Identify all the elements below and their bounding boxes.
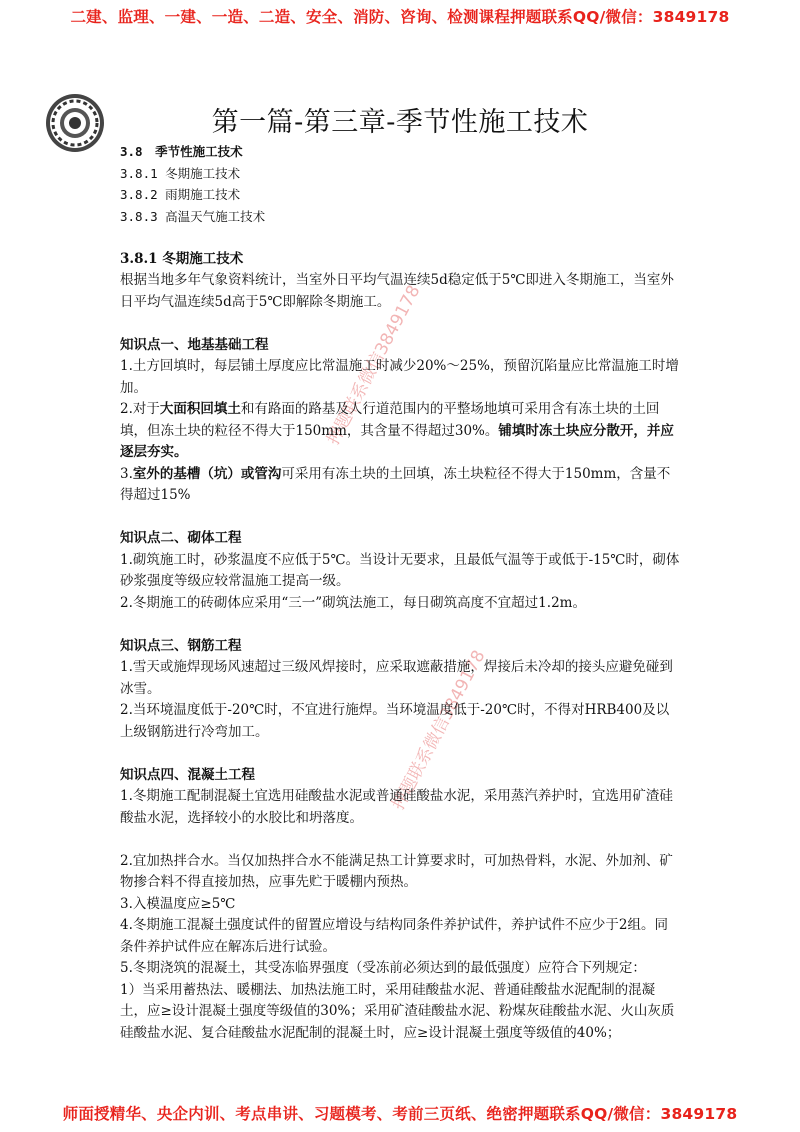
paragraph: 1.土方回填时，每层铺土厚度应比常温施工时减少20%～25%，预留沉陷量应比常温施工时增加。	[120, 358, 679, 396]
paragraph: 1.雪天或施焊现场风速超过三级风焊接时，应采取遮蔽措施，焊接后未冷却的接头应避免碰到冰雪。	[120, 659, 673, 697]
toc-heading: 3.8 季节性施工技术	[120, 144, 243, 159]
knowledge-heading: 知识点一、地基基础工程	[120, 336, 269, 353]
document-body	[120, 141, 680, 1044]
toc-item: 3.8.1 冬期施工技术	[120, 165, 241, 181]
toc-item: 3.8.3 高温天气施工技术	[120, 208, 266, 224]
section-intro: 根据当地多年气象资料统计，当室外日平均气温连续5d稳定低于5℃即进入冬期施工，当室外日平均气温连续5d高于5℃即解除冬期施工。	[120, 272, 674, 310]
paragraph: 1.砌筑施工时，砂浆温度不应低于5℃。当设计无要求，且最低气温等于或低于-15℃时，砌体砂浆强度等级应较常温施工提高一级。	[120, 551, 680, 589]
watermark: 押题联系微信3849178	[323, 282, 425, 449]
bottom-promo-banner: 师面授精华、央企内训、考点串讲、习题模考、考前三页纸、绝密押题联系QQ/微信：3849178	[62, 1105, 738, 1123]
paragraph: 1.冬期施工配制混凝土宜选用硅酸盐水泥或普通硅酸盐水泥，采用蒸汽养护时，宜选用矿渣硅酸盐水泥，选择较小的水胶比和坍落度。	[120, 788, 673, 826]
watermark: 押题联系微信3849178	[388, 647, 490, 814]
paragraph: 3.入模温度应≥5℃	[120, 895, 236, 912]
paragraph: 2.冬期施工的砖砌体应采用“三一”砌筑法施工，每日砌筑高度不宜超过1.2m。	[120, 594, 586, 611]
toc-item: 3.8.2 雨期施工技术	[120, 187, 241, 202]
paragraph: 5.冬期浇筑的混凝土，其受冻临界强度（受冻前必须达到的最低强度）应符合下列规定：	[120, 960, 646, 976]
paragraph: 2.当环境温度低于-20℃时，不宜进行施焊。当环境温度低于-20℃时，不得对HRB400及以上级钢筋进行冷弯加工。	[120, 702, 670, 740]
paragraph: 2.对于大面积回填土和有路面的路基及人行道范围内的平整场地填可采用含有冻土块的土回填，但冻土块的粒径不得大于150mm，其含量不得超过30%。铺填时冻土块应分散开，并应逐层夯实。	[120, 401, 674, 460]
paragraph: 4.冬期施工混凝土强度试件的留置应增设与结构同条件养护试件，养护试件不应少于2组。同条件养护试件应在解冻后进行试验。	[120, 917, 668, 955]
paragraph: 3.室外的基槽（坑）或管沟可采用有冻土块的土回填，冻土块粒径不得大于150mm，含量不得超过15%	[120, 465, 671, 503]
top-promo-banner: 二建、监理、一建、一造、二造、安全、消防、咨询、检测课程押题联系QQ/微信：3849178	[70, 8, 730, 26]
knowledge-heading: 知识点四、混凝土工程	[120, 766, 255, 783]
paragraph: 2.宜加热拌合水。当仅加热拌合水不能满足热工计算要求时，可加热骨料，水泥、外加剂、矿物掺合料不得直接加热，应事先贮于暖棚内预热。	[120, 852, 673, 890]
page-title: 第一篇-第三章-季节性施工技术	[211, 107, 589, 138]
knowledge-heading: 知识点二、砌体工程	[120, 530, 242, 546]
knowledge-heading: 知识点三、钢筋工程	[120, 637, 242, 654]
paragraph: 1）当采用蓄热法、暖棚法、加热法施工时，采用硅酸盐水泥、普通硅酸盐水泥配制的混凝土，应≥设计混凝土强度等级值的30%；采用矿渣硅酸盐水泥、粉煤灰硅酸盐水泥、火山灰质硅酸盐水泥、复合硅酸盐水泥配制的混凝土时，应≥设计混凝土强度等级值的40%；	[120, 981, 675, 1041]
section-heading: 3.8.1 冬期施工技术	[120, 250, 244, 267]
